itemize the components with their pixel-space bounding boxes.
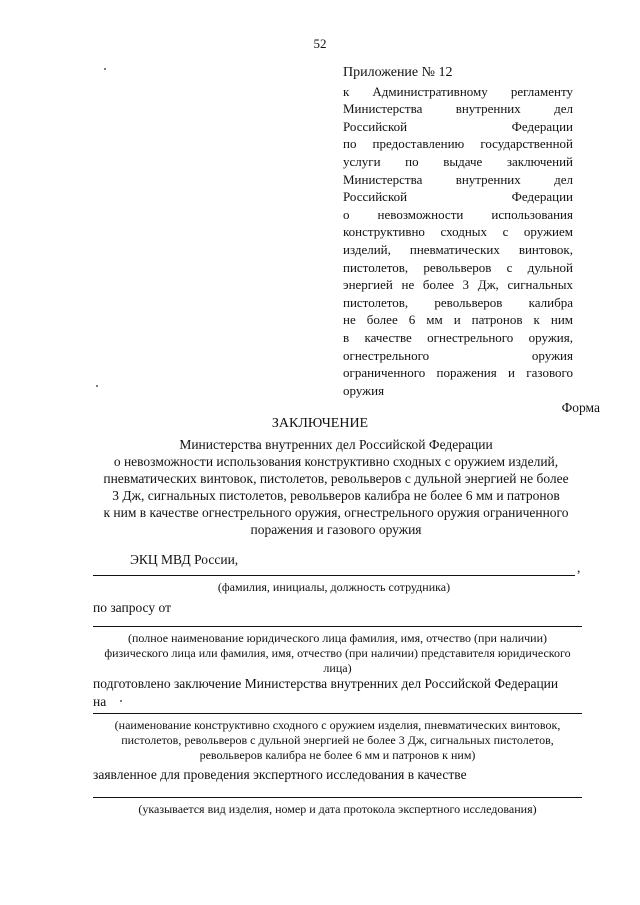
appendix-line: о невозможности использования [343,206,573,222]
appendix-lines [343,83,573,400]
item-fill-line [93,713,582,714]
caption-item [93,718,582,763]
heading-line: к ним в качестве огнестрельного оружия, огнестрельного оружия ограниченного [103,505,569,520]
caption-applicant-line: физического лица или фамилия, имя, отчество (при наличии) представителя юридического [104,646,571,660]
protocol-fill-line [93,797,582,798]
appendix-line: огнестрельного оружия [343,347,573,363]
caption-employee: (фамилия, инициалы, должность сотрудника) [217,580,451,594]
on-label: на [93,694,107,709]
appendix-line: Российской Федерации [343,118,573,134]
appendix-line: пистолетов, револьверов калибра [343,294,573,310]
scan-speck [120,700,122,702]
appendix-line: Министерства внутренних дел [343,171,573,187]
request-label: по запросу от [93,600,171,615]
appendix-line: по предоставлению государственной [343,136,573,152]
document-title: ЗАКЛЮЧЕНИЕ [271,416,369,431]
caption-applicant-line: (полное наименование юридического лица фамилия, имя, отчество (при наличии) [127,631,548,645]
scan-speck [96,385,98,387]
ekc-label: ЭКЦ МВД России, [130,552,239,567]
heading-line: 3 Дж, сигнальных пистолетов, револьверов калибра не более 6 мм и патронов [112,488,560,503]
caption-protocol: (указывается вид изделия, номер и дата протокола экспертного исследования) [138,802,537,816]
prepared-text: подготовлено заключение Министерства внутренних дел Российской Федерации [93,676,559,691]
employee-line-comma: , [577,560,581,575]
appendix-line: конструктивно сходных с оружием [343,224,573,240]
appendix-line: изделий, пневматических винтовок, [343,241,573,257]
heading-line: пневматических винтовок, пистолетов, револьверов с дульной энергией не более [103,471,569,486]
heading-line: о невозможности использования конструктивно сходных с оружием изделий, [113,454,559,469]
declared-text: заявленное для проведения экспертного исследования в качестве [93,767,467,782]
appendix-line: энергией не более 3 Дж, сигнальных [343,277,573,293]
appendix-line: пистолетов, револьверов с дульной [343,259,573,275]
caption-applicant-line: лица) [323,661,352,675]
scan-speck [104,68,106,70]
appendix-line: в качестве огнестрельного оружия, [343,329,573,345]
caption-item-line: (наименование конструктивно сходного с оружием изделия, пневматических винтовок, [114,718,561,732]
employee-fill-line [93,575,575,576]
caption-applicant [93,631,582,676]
appendix-line: ограниченного поражения и газового [343,365,573,381]
form-label: Форма [561,400,600,415]
heading-line: Министерства внутренних дел Российской Федерации [179,437,493,452]
appendix-line: услуги по выдаче заключений [343,153,573,169]
appendix-block [343,64,573,399]
appendix-line: Российской Федерации [343,189,573,205]
applicant-fill-line [93,626,582,627]
appendix-line: оружия [343,382,385,398]
appendix-line: Министерства внутренних дел [343,101,573,117]
document-heading [92,436,580,538]
appendix-title: Приложение № 12 [343,65,453,80]
appendix-line: к Административному регламенту [343,83,573,99]
caption-item-line: пистолетов, револьверов с дульной энергией не более 3 Дж, сигнальных пистолетов, [121,733,554,747]
page-number: 52 [313,36,327,51]
appendix-line: не более 6 мм и патронов к ним [343,312,573,328]
heading-line: поражения и газового оружия [250,522,422,537]
caption-item-line: револьверов калибра не более 6 мм и патронов к ним) [199,748,476,762]
